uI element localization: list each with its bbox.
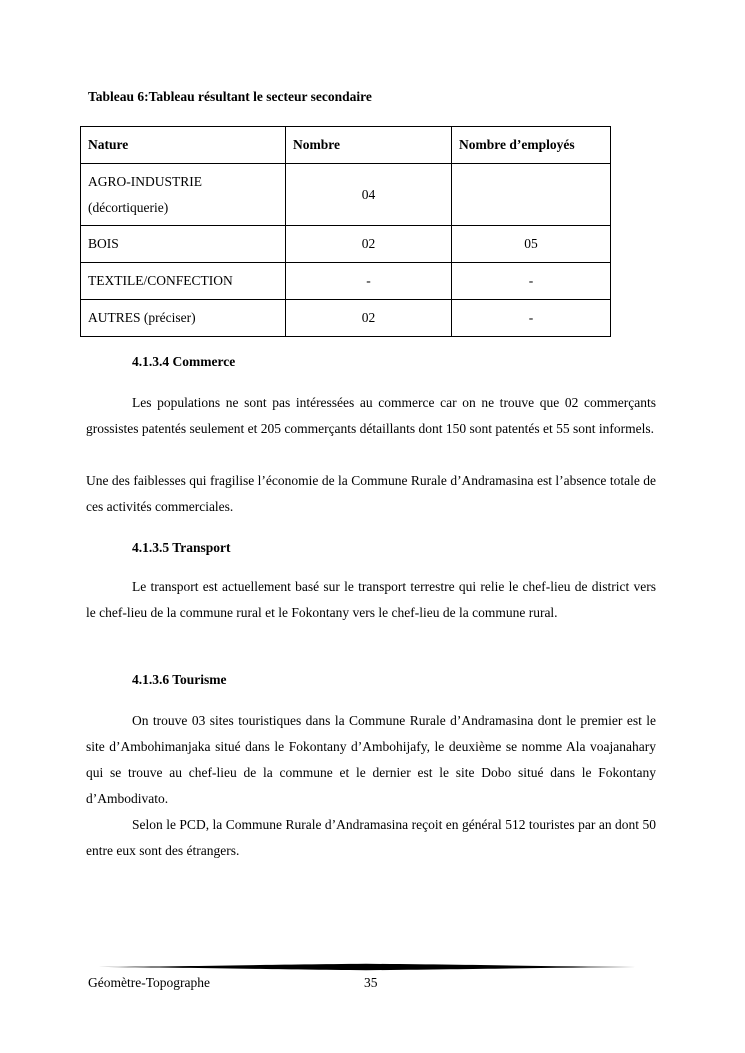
cell-nature: BOIS: [81, 226, 286, 263]
nature-line-1: AGRO-INDUSTRIE: [88, 173, 202, 189]
cell-employes: [452, 164, 611, 226]
section-heading-transport: 4.1.3.5 Transport: [132, 540, 231, 555]
table-row: [81, 263, 611, 300]
footer-divider: [88, 962, 643, 972]
header-nature: Nature: [81, 127, 286, 164]
table-caption: Tableau 6:Tableau résultant le secteur secondaire: [88, 89, 372, 104]
page-number: 35: [364, 975, 378, 990]
paragraph-commerce-1: Les populations ne sont pas intéressées au commerce car on ne trouve que 02 commerçants grossistes patentés seulement et 205 commerçants détaillants dont 150 sont patentés et 55 sont informels.: [86, 395, 656, 436]
cell-nombre: 02: [286, 226, 452, 263]
header-nombre-employes: Nombre d’employés: [452, 127, 611, 164]
table-header-row: [81, 127, 611, 164]
cell-employes: -: [452, 263, 611, 300]
table-row: [81, 226, 611, 263]
table-row: [81, 300, 611, 337]
section-heading-commerce: 4.1.3.4 Commerce: [132, 354, 236, 369]
secondary-sector-table: [80, 126, 611, 337]
cell-nombre: -: [286, 263, 452, 300]
paragraph-tourisme-1: On trouve 03 sites touristiques dans la Commune Rurale d’Andramasina dont le premier est le site d’Ambohimanjaka situé dans le Fokontany d’Ambohijafy, le deuxième se nomme Ala voajanahary qui se trouve au chef-lieu de la commune et le dernier est le site Dobo situé dans le Fokontany d’Ambodivato.: [86, 713, 656, 806]
paragraph-tourisme-2: Selon le PCD, la Commune Rurale d’Andramasina reçoit en général 512 touristes par an dont 50 entre eux sont des étrangers.: [86, 817, 656, 858]
nature-line-2: (décortiquerie): [88, 199, 169, 215]
cell-nombre: 02: [286, 300, 452, 337]
cell-nature: [81, 164, 286, 226]
section-heading-tourisme: 4.1.3.6 Tourisme: [132, 672, 227, 687]
footer-title: Géomètre-Topographe: [88, 975, 211, 990]
cell-employes: -: [452, 300, 611, 337]
header-nombre: Nombre: [286, 127, 452, 164]
cell-nature: TEXTILE/CONFECTION: [81, 263, 286, 300]
cell-nature: AUTRES (préciser): [81, 300, 286, 337]
cell-employes: 05: [452, 226, 611, 263]
paragraph-transport: Le transport est actuellement basé sur le transport terrestre qui relie le chef-lieu de district vers le chef-lieu de la commune rural et le Fokontany vers le chef-lieu de la commune rural.: [86, 579, 656, 620]
cell-nombre: 04: [286, 164, 452, 226]
paragraph-commerce-2: Une des faiblesses qui fragilise l’économie de la Commune Rurale d’Andramasina est l’absence totale de ces activités commerciales.: [86, 473, 656, 514]
table-row: [81, 164, 611, 226]
